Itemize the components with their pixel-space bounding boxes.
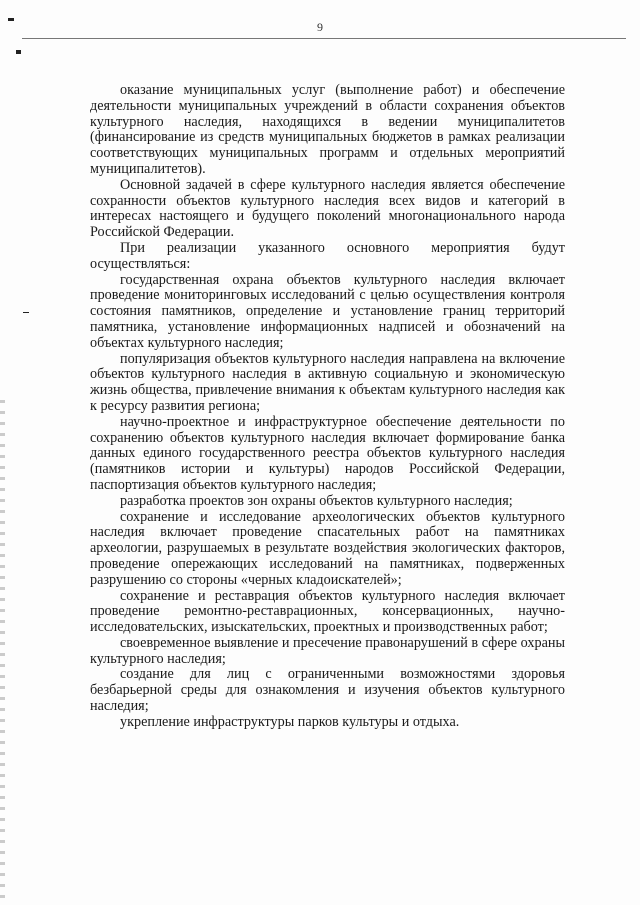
paragraph: При реализации указанного основного мероприятия будут осуществляться: [90,239,565,272]
margin-marks [0,400,5,900]
paragraph: укрепление инфраструктуры парков культуры и отдыха. [120,713,460,730]
paragraph: научно-проектное и инфраструктурное обеспечение деятельности по сохранению объектов культурного наследия включает формирование банка данных единого государственного реестра объектов культурного наследия (памятников истории и культуры) народов Российской Федерации, паспортизация объектов культурного наследия; [90,413,565,493]
paragraph: создание для лиц с ограниченными возможностями здоровья безбарьерной среды для ознакомления и изучения объектов культурного наследия; [90,666,565,715]
paragraph: своевременное выявление и пресечение правонарушений в сфере охраны культурного наследия; [90,634,565,667]
scan-mark [16,50,21,54]
document-body [90,83,565,731]
paragraph: сохранение и реставрация объектов культурного наследия включает проведение ремонтно-реставрационных, консервационных, научно-исследовательских, изыскательских, проектных и производственных работ; [90,587,565,636]
paragraph: оказание муниципальных услуг (выполнение работ) и обеспечение деятельности муниципальных учреждений в области сохранения объектов культурного наследия, находящихся в ведении муниципалитетов (финансирование из средств муниципальных бюджетов в рамках реализации соответствующих муниципальных программ и отдельных мероприятий муниципалитетов). [90,82,565,177]
scan-mark [23,312,29,313]
scan-mark [8,18,14,21]
header-rule [22,38,626,39]
paragraph: государственная охрана объектов культурного наследия включает проведение мониторинговых исследований с целью осуществления контроля состояния памятников, определение и установление границ территорий памятника, установление информационных надписей и обозначений на объектах культурного наследия; [90,271,565,351]
paragraph: разработка проектов зон охраны объектов культурного наследия; [120,492,513,509]
paragraph: сохранение и исследование археологических объектов культурного наследия включает проведение спасательных работ на памятниках археологии, разрушаемых в результате воздействия экологических факторов, проведение опережающих исследований на памятниках, подверженных разрушению со стороны «черных кладоискателей»; [90,508,565,588]
paragraph: популяризация объектов культурного наследия направлена на включение объектов культурного наследия в активную социальную и экономическую жизнь общества, привлечение внимания к объектам культурного наследия как к ресурсу развития региона; [90,350,565,414]
page-number: 9 [317,20,323,34]
paragraph: Основной задачей в сфере культурного наследия является обеспечение сохранности объектов культурного наследия всех видов и категорий в интересах настоящего и будущего поколений многонационального народа Российской Федерации. [90,176,565,241]
